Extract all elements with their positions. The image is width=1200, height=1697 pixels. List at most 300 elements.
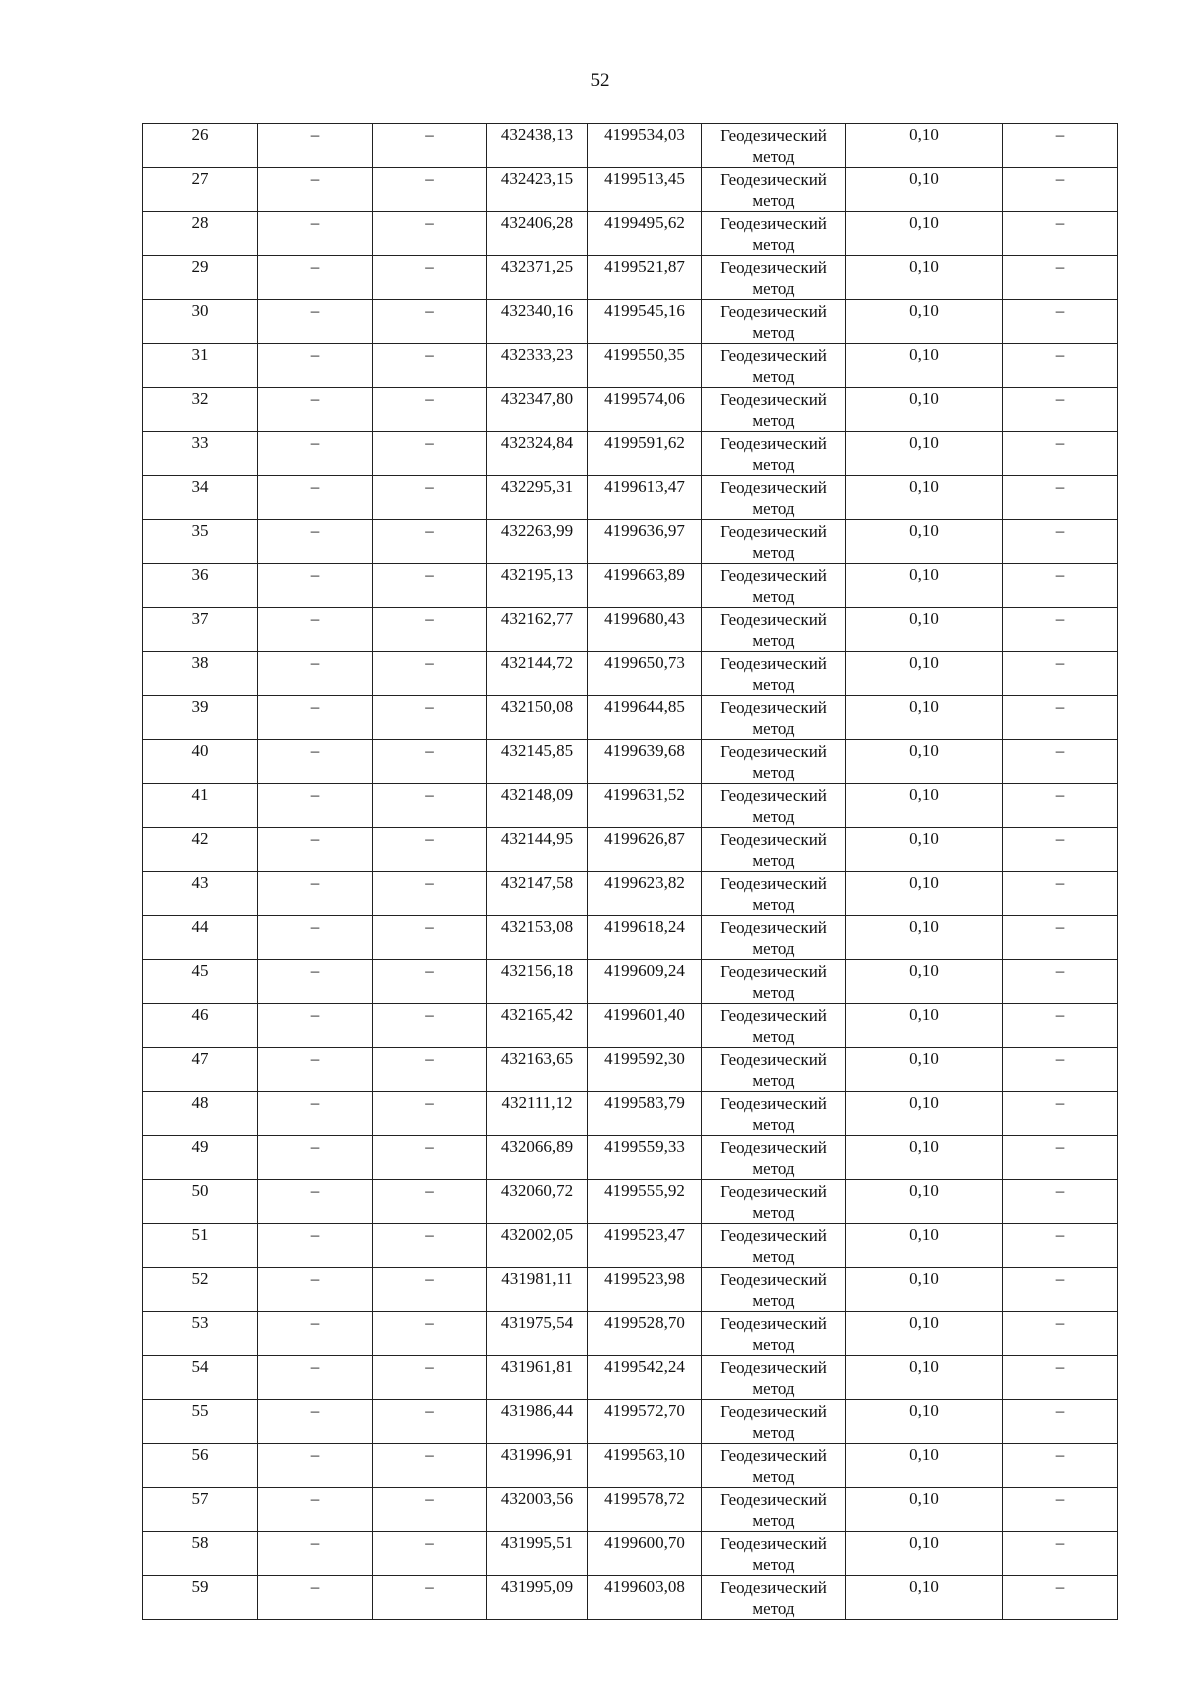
table-row: [143, 1004, 1118, 1048]
method-cell: Геодезический метод: [702, 300, 846, 344]
coordinate-y-cell: 4199591,62: [588, 432, 702, 476]
table-row: [143, 1224, 1118, 1268]
accuracy-cell: 0,10: [846, 1576, 1003, 1620]
empty-dash-cell: –: [373, 696, 487, 740]
empty-dash-cell: –: [258, 1400, 373, 1444]
table-row: [143, 740, 1118, 784]
table-body: [143, 124, 1118, 1620]
empty-dash-cell: –: [258, 696, 373, 740]
method-cell: Геодезический метод: [702, 432, 846, 476]
coordinate-y-cell: 4199623,82: [588, 872, 702, 916]
empty-dash-cell: –: [1003, 344, 1118, 388]
method-cell: Геодезический метод: [702, 124, 846, 168]
empty-dash-cell: –: [1003, 168, 1118, 212]
empty-dash-cell: –: [373, 608, 487, 652]
accuracy-cell: 0,10: [846, 256, 1003, 300]
method-cell: Геодезический метод: [702, 1488, 846, 1532]
empty-dash-cell: –: [373, 1224, 487, 1268]
coordinate-y-cell: 4199631,52: [588, 784, 702, 828]
empty-dash-cell: –: [373, 124, 487, 168]
coordinate-y-cell: 4199513,45: [588, 168, 702, 212]
coordinate-x-cell: 432144,95: [487, 828, 588, 872]
empty-dash-cell: –: [373, 300, 487, 344]
point-number-cell: 45: [143, 960, 258, 1004]
accuracy-cell: 0,10: [846, 1136, 1003, 1180]
empty-dash-cell: –: [258, 1092, 373, 1136]
empty-dash-cell: –: [258, 1004, 373, 1048]
empty-dash-cell: –: [373, 916, 487, 960]
coordinate-x-cell: 432145,85: [487, 740, 588, 784]
point-number-cell: 51: [143, 1224, 258, 1268]
coordinate-x-cell: 432295,31: [487, 476, 588, 520]
table-row: [143, 476, 1118, 520]
table-row: [143, 1356, 1118, 1400]
empty-dash-cell: –: [1003, 696, 1118, 740]
accuracy-cell: 0,10: [846, 828, 1003, 872]
accuracy-cell: 0,10: [846, 212, 1003, 256]
point-number-cell: 48: [143, 1092, 258, 1136]
empty-dash-cell: –: [373, 1532, 487, 1576]
method-cell: Геодезический метод: [702, 520, 846, 564]
empty-dash-cell: –: [258, 124, 373, 168]
table-row: [143, 828, 1118, 872]
empty-dash-cell: –: [1003, 916, 1118, 960]
table-row: [143, 124, 1118, 168]
coordinate-x-cell: 432347,80: [487, 388, 588, 432]
coordinate-x-cell: 431995,51: [487, 1532, 588, 1576]
point-number-cell: 29: [143, 256, 258, 300]
page-number: 52: [590, 70, 610, 91]
empty-dash-cell: –: [258, 960, 373, 1004]
coordinate-x-cell: 432333,23: [487, 344, 588, 388]
accuracy-cell: 0,10: [846, 388, 1003, 432]
point-number-cell: 38: [143, 652, 258, 696]
point-number-cell: 35: [143, 520, 258, 564]
empty-dash-cell: –: [1003, 1312, 1118, 1356]
point-number-cell: 37: [143, 608, 258, 652]
empty-dash-cell: –: [258, 344, 373, 388]
method-cell: Геодезический метод: [702, 1312, 846, 1356]
empty-dash-cell: –: [373, 740, 487, 784]
empty-dash-cell: –: [258, 1268, 373, 1312]
empty-dash-cell: –: [1003, 1488, 1118, 1532]
coordinate-y-cell: 4199636,97: [588, 520, 702, 564]
empty-dash-cell: –: [258, 916, 373, 960]
point-number-cell: 46: [143, 1004, 258, 1048]
point-number-cell: 44: [143, 916, 258, 960]
coordinate-y-cell: 4199534,03: [588, 124, 702, 168]
coordinate-y-cell: 4199600,70: [588, 1532, 702, 1576]
accuracy-cell: 0,10: [846, 1224, 1003, 1268]
point-number-cell: 52: [143, 1268, 258, 1312]
method-cell: Геодезический метод: [702, 1268, 846, 1312]
empty-dash-cell: –: [258, 1488, 373, 1532]
accuracy-cell: 0,10: [846, 300, 1003, 344]
point-number-cell: 32: [143, 388, 258, 432]
empty-dash-cell: –: [258, 520, 373, 564]
coordinate-y-cell: 4199521,87: [588, 256, 702, 300]
table-row: [143, 1400, 1118, 1444]
empty-dash-cell: –: [258, 652, 373, 696]
table-row: [143, 520, 1118, 564]
coordinate-y-cell: 4199495,62: [588, 212, 702, 256]
accuracy-cell: 0,10: [846, 1488, 1003, 1532]
method-cell: Геодезический метод: [702, 1224, 846, 1268]
accuracy-cell: 0,10: [846, 1444, 1003, 1488]
coordinate-x-cell: 431996,91: [487, 1444, 588, 1488]
accuracy-cell: 0,10: [846, 520, 1003, 564]
empty-dash-cell: –: [373, 1136, 487, 1180]
point-number-cell: 43: [143, 872, 258, 916]
coordinate-x-cell: 432438,13: [487, 124, 588, 168]
accuracy-cell: 0,10: [846, 1048, 1003, 1092]
accuracy-cell: 0,10: [846, 872, 1003, 916]
method-cell: Геодезический метод: [702, 608, 846, 652]
point-number-cell: 50: [143, 1180, 258, 1224]
table-row: [143, 300, 1118, 344]
point-number-cell: 28: [143, 212, 258, 256]
point-number-cell: 36: [143, 564, 258, 608]
point-number-cell: 53: [143, 1312, 258, 1356]
empty-dash-cell: –: [258, 1136, 373, 1180]
empty-dash-cell: –: [373, 344, 487, 388]
point-number-cell: 42: [143, 828, 258, 872]
method-cell: Геодезический метод: [702, 960, 846, 1004]
method-cell: Геодезический метод: [702, 1004, 846, 1048]
coordinate-y-cell: 4199574,06: [588, 388, 702, 432]
accuracy-cell: 0,10: [846, 1312, 1003, 1356]
coordinate-y-cell: 4199563,10: [588, 1444, 702, 1488]
table-row: [143, 1092, 1118, 1136]
empty-dash-cell: –: [1003, 1444, 1118, 1488]
coordinate-y-cell: 4199542,24: [588, 1356, 702, 1400]
coordinate-x-cell: 432195,13: [487, 564, 588, 608]
accuracy-cell: 0,10: [846, 608, 1003, 652]
empty-dash-cell: –: [1003, 388, 1118, 432]
empty-dash-cell: –: [258, 740, 373, 784]
point-number-cell: 58: [143, 1532, 258, 1576]
table-row: [143, 608, 1118, 652]
coordinate-y-cell: 4199680,43: [588, 608, 702, 652]
empty-dash-cell: –: [373, 256, 487, 300]
empty-dash-cell: –: [1003, 520, 1118, 564]
empty-dash-cell: –: [258, 1444, 373, 1488]
method-cell: Геодезический метод: [702, 1092, 846, 1136]
method-cell: Геодезический метод: [702, 872, 846, 916]
table-row: [143, 1444, 1118, 1488]
table-row: [143, 256, 1118, 300]
point-number-cell: 47: [143, 1048, 258, 1092]
method-cell: Геодезический метод: [702, 1444, 846, 1488]
empty-dash-cell: –: [373, 1400, 487, 1444]
empty-dash-cell: –: [1003, 740, 1118, 784]
coordinate-y-cell: 4199592,30: [588, 1048, 702, 1092]
coordinate-y-cell: 4199545,16: [588, 300, 702, 344]
empty-dash-cell: –: [1003, 1268, 1118, 1312]
table-row: [143, 1312, 1118, 1356]
coordinate-x-cell: 432147,58: [487, 872, 588, 916]
accuracy-cell: 0,10: [846, 696, 1003, 740]
table-row: [143, 212, 1118, 256]
empty-dash-cell: –: [1003, 784, 1118, 828]
empty-dash-cell: –: [1003, 872, 1118, 916]
empty-dash-cell: –: [1003, 1356, 1118, 1400]
empty-dash-cell: –: [373, 388, 487, 432]
accuracy-cell: 0,10: [846, 1532, 1003, 1576]
accuracy-cell: 0,10: [846, 1268, 1003, 1312]
empty-dash-cell: –: [1003, 564, 1118, 608]
method-cell: Геодезический метод: [702, 1136, 846, 1180]
empty-dash-cell: –: [1003, 1180, 1118, 1224]
method-cell: Геодезический метод: [702, 1180, 846, 1224]
coordinate-y-cell: 4199603,08: [588, 1576, 702, 1620]
accuracy-cell: 0,10: [846, 1400, 1003, 1444]
empty-dash-cell: –: [373, 1356, 487, 1400]
empty-dash-cell: –: [373, 1004, 487, 1048]
coordinate-x-cell: 431975,54: [487, 1312, 588, 1356]
coordinate-y-cell: 4199639,68: [588, 740, 702, 784]
coordinate-x-cell: 431981,11: [487, 1268, 588, 1312]
empty-dash-cell: –: [258, 168, 373, 212]
empty-dash-cell: –: [373, 960, 487, 1004]
accuracy-cell: 0,10: [846, 960, 1003, 1004]
method-cell: Геодезический метод: [702, 652, 846, 696]
empty-dash-cell: –: [1003, 1576, 1118, 1620]
empty-dash-cell: –: [258, 828, 373, 872]
empty-dash-cell: –: [1003, 1224, 1118, 1268]
coordinate-y-cell: 4199523,98: [588, 1268, 702, 1312]
point-number-cell: 30: [143, 300, 258, 344]
method-cell: Геодезический метод: [702, 476, 846, 520]
point-number-cell: 26: [143, 124, 258, 168]
coordinate-y-cell: 4199583,79: [588, 1092, 702, 1136]
point-number-cell: 39: [143, 696, 258, 740]
method-cell: Геодезический метод: [702, 1400, 846, 1444]
empty-dash-cell: –: [258, 1312, 373, 1356]
coordinate-y-cell: 4199578,72: [588, 1488, 702, 1532]
method-cell: Геодезический метод: [702, 564, 846, 608]
coordinate-y-cell: 4199523,47: [588, 1224, 702, 1268]
method-cell: Геодезический метод: [702, 1576, 846, 1620]
empty-dash-cell: –: [373, 1576, 487, 1620]
coordinate-y-cell: 4199555,92: [588, 1180, 702, 1224]
empty-dash-cell: –: [258, 476, 373, 520]
empty-dash-cell: –: [1003, 212, 1118, 256]
method-cell: Геодезический метод: [702, 388, 846, 432]
empty-dash-cell: –: [1003, 124, 1118, 168]
table-row: [143, 1048, 1118, 1092]
empty-dash-cell: –: [1003, 828, 1118, 872]
table-row: [143, 960, 1118, 1004]
coordinate-x-cell: 432153,08: [487, 916, 588, 960]
empty-dash-cell: –: [258, 388, 373, 432]
coordinate-y-cell: 4199559,33: [588, 1136, 702, 1180]
method-cell: Геодезический метод: [702, 828, 846, 872]
point-number-cell: 55: [143, 1400, 258, 1444]
accuracy-cell: 0,10: [846, 344, 1003, 388]
point-number-cell: 56: [143, 1444, 258, 1488]
coordinate-x-cell: 432165,42: [487, 1004, 588, 1048]
point-number-cell: 33: [143, 432, 258, 476]
coordinate-y-cell: 4199550,35: [588, 344, 702, 388]
coordinate-y-cell: 4199609,24: [588, 960, 702, 1004]
empty-dash-cell: –: [1003, 960, 1118, 1004]
accuracy-cell: 0,10: [846, 1180, 1003, 1224]
table-row: [143, 388, 1118, 432]
empty-dash-cell: –: [373, 1312, 487, 1356]
point-number-cell: 57: [143, 1488, 258, 1532]
table-row: [143, 1532, 1118, 1576]
empty-dash-cell: –: [1003, 1048, 1118, 1092]
empty-dash-cell: –: [258, 1576, 373, 1620]
coordinate-x-cell: 431995,09: [487, 1576, 588, 1620]
empty-dash-cell: –: [258, 1532, 373, 1576]
accuracy-cell: 0,10: [846, 564, 1003, 608]
empty-dash-cell: –: [373, 212, 487, 256]
table-row: [143, 784, 1118, 828]
empty-dash-cell: –: [258, 872, 373, 916]
empty-dash-cell: –: [373, 1488, 487, 1532]
coordinate-x-cell: 432111,12: [487, 1092, 588, 1136]
empty-dash-cell: –: [1003, 1532, 1118, 1576]
point-number-cell: 40: [143, 740, 258, 784]
method-cell: Геодезический метод: [702, 256, 846, 300]
empty-dash-cell: –: [373, 476, 487, 520]
table-row: [143, 696, 1118, 740]
empty-dash-cell: –: [1003, 1092, 1118, 1136]
point-number-cell: 34: [143, 476, 258, 520]
coordinate-x-cell: 432263,99: [487, 520, 588, 564]
method-cell: Геодезический метод: [702, 212, 846, 256]
empty-dash-cell: –: [1003, 256, 1118, 300]
coordinate-x-cell: 432060,72: [487, 1180, 588, 1224]
table-row: [143, 432, 1118, 476]
coordinate-y-cell: 4199618,24: [588, 916, 702, 960]
method-cell: Геодезический метод: [702, 1048, 846, 1092]
coordinate-x-cell: 432156,18: [487, 960, 588, 1004]
method-cell: Геодезический метод: [702, 916, 846, 960]
empty-dash-cell: –: [373, 828, 487, 872]
empty-dash-cell: –: [258, 1224, 373, 1268]
empty-dash-cell: –: [258, 300, 373, 344]
empty-dash-cell: –: [258, 1048, 373, 1092]
coordinate-x-cell: 432002,05: [487, 1224, 588, 1268]
accuracy-cell: 0,10: [846, 168, 1003, 212]
point-number-cell: 41: [143, 784, 258, 828]
point-number-cell: 31: [143, 344, 258, 388]
method-cell: Геодезический метод: [702, 784, 846, 828]
table-row: [143, 168, 1118, 212]
empty-dash-cell: –: [373, 432, 487, 476]
table-row: [143, 564, 1118, 608]
method-cell: Геодезический метод: [702, 344, 846, 388]
empty-dash-cell: –: [258, 1180, 373, 1224]
coordinate-y-cell: 4199650,73: [588, 652, 702, 696]
coordinate-x-cell: 432371,25: [487, 256, 588, 300]
point-number-cell: 49: [143, 1136, 258, 1180]
table-row: [143, 344, 1118, 388]
table-row: [143, 652, 1118, 696]
accuracy-cell: 0,10: [846, 124, 1003, 168]
table-row: [143, 916, 1118, 960]
empty-dash-cell: –: [373, 1180, 487, 1224]
coordinates-table: [142, 123, 1118, 1620]
method-cell: Геодезический метод: [702, 1356, 846, 1400]
coordinate-y-cell: 4199572,70: [588, 1400, 702, 1444]
coordinate-x-cell: 431961,81: [487, 1356, 588, 1400]
accuracy-cell: 0,10: [846, 916, 1003, 960]
empty-dash-cell: –: [1003, 1400, 1118, 1444]
empty-dash-cell: –: [1003, 608, 1118, 652]
empty-dash-cell: –: [373, 168, 487, 212]
coordinate-x-cell: 432406,28: [487, 212, 588, 256]
empty-dash-cell: –: [1003, 476, 1118, 520]
empty-dash-cell: –: [373, 1092, 487, 1136]
method-cell: Геодезический метод: [702, 696, 846, 740]
coordinate-x-cell: 432003,56: [487, 1488, 588, 1532]
coordinate-y-cell: 4199613,47: [588, 476, 702, 520]
accuracy-cell: 0,10: [846, 740, 1003, 784]
coordinate-x-cell: 432423,15: [487, 168, 588, 212]
empty-dash-cell: –: [1003, 1136, 1118, 1180]
method-cell: Геодезический метод: [702, 1532, 846, 1576]
table-row: [143, 1576, 1118, 1620]
accuracy-cell: 0,10: [846, 652, 1003, 696]
empty-dash-cell: –: [373, 520, 487, 564]
empty-dash-cell: –: [1003, 300, 1118, 344]
empty-dash-cell: –: [258, 608, 373, 652]
empty-dash-cell: –: [258, 432, 373, 476]
coordinate-x-cell: 432162,77: [487, 608, 588, 652]
accuracy-cell: 0,10: [846, 476, 1003, 520]
accuracy-cell: 0,10: [846, 432, 1003, 476]
table-row: [143, 1180, 1118, 1224]
coordinate-y-cell: 4199626,87: [588, 828, 702, 872]
coordinate-x-cell: 432144,72: [487, 652, 588, 696]
method-cell: Геодезический метод: [702, 740, 846, 784]
coordinate-y-cell: 4199528,70: [588, 1312, 702, 1356]
empty-dash-cell: –: [1003, 652, 1118, 696]
coordinate-x-cell: 432340,16: [487, 300, 588, 344]
table-row: [143, 1268, 1118, 1312]
empty-dash-cell: –: [373, 564, 487, 608]
empty-dash-cell: –: [1003, 432, 1118, 476]
empty-dash-cell: –: [258, 564, 373, 608]
empty-dash-cell: –: [258, 212, 373, 256]
coordinate-y-cell: 4199601,40: [588, 1004, 702, 1048]
coordinate-x-cell: 432150,08: [487, 696, 588, 740]
empty-dash-cell: –: [373, 652, 487, 696]
empty-dash-cell: –: [258, 256, 373, 300]
accuracy-cell: 0,10: [846, 1356, 1003, 1400]
empty-dash-cell: –: [373, 784, 487, 828]
table-row: [143, 1136, 1118, 1180]
point-number-cell: 59: [143, 1576, 258, 1620]
empty-dash-cell: –: [373, 872, 487, 916]
point-number-cell: 27: [143, 168, 258, 212]
empty-dash-cell: –: [373, 1268, 487, 1312]
coordinate-x-cell: 432148,09: [487, 784, 588, 828]
point-number-cell: 54: [143, 1356, 258, 1400]
empty-dash-cell: –: [258, 1356, 373, 1400]
accuracy-cell: 0,10: [846, 1004, 1003, 1048]
table-row: [143, 1488, 1118, 1532]
coordinate-x-cell: 432066,89: [487, 1136, 588, 1180]
empty-dash-cell: –: [373, 1048, 487, 1092]
empty-dash-cell: –: [258, 784, 373, 828]
accuracy-cell: 0,10: [846, 1092, 1003, 1136]
coordinate-y-cell: 4199663,89: [588, 564, 702, 608]
